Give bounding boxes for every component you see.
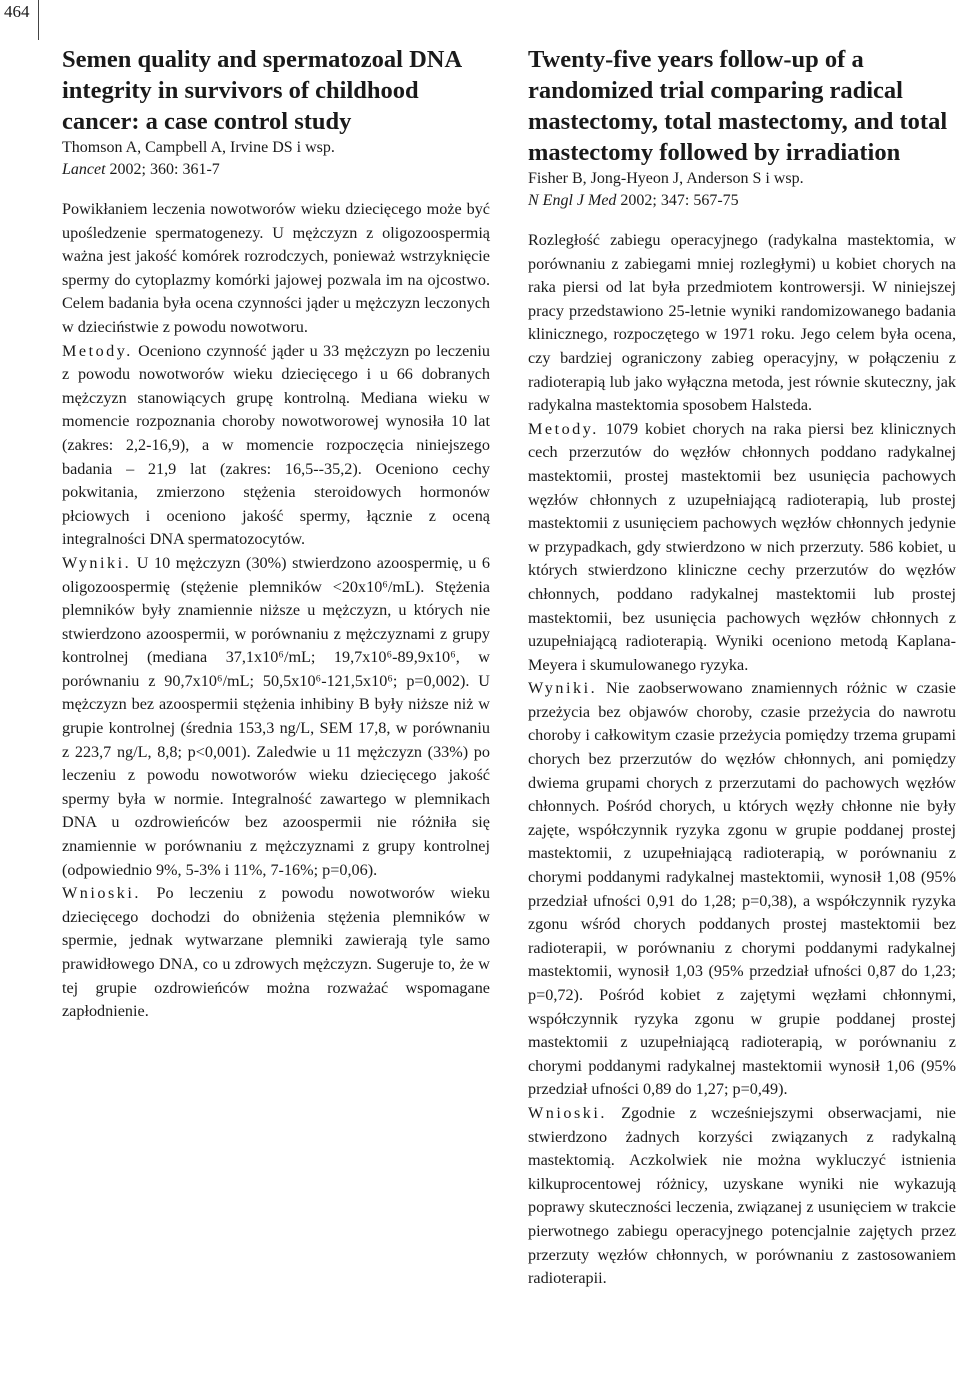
page-number: 464 bbox=[4, 2, 30, 21]
article-citation bbox=[528, 189, 956, 212]
margin-rule bbox=[38, 0, 39, 40]
methods-text: Oceniono czynność jąder u 33 mężczyzn po leczeniu z powodu nowotworów wieku dziecięcego i u 66 dobranych mężczyzn stanowiących grupę kontrolną. Mediana wieku w momencie rozpoznania choroby nowotworowej wynosiła 10 lat (zakres: 2,2-16,9), a w momencie rozpoczęcia niniejszego badania – 21,9 lat (zakres: 16,5--35,2). Oceniono cechy pokwitania, zmierzono stężenia steroidowych hormonów płciowych i oceniono jakość spermy, łącznie z oceną integralności DNA spermatozocytów. bbox=[62, 341, 490, 549]
journal-name: Lancet bbox=[62, 161, 106, 178]
article-right bbox=[528, 44, 956, 1291]
results-label: Wyniki. bbox=[528, 679, 598, 698]
conclusions-text: Po leczeniu z powodu nowotworów wieku dziecięcego dochodzi do obniżenia stężenia plemników w spermie, jednak wytwarzane plemniki zawierają tyle samo prawidłowego DNA, co u zdrowych mężczyzn. Sugeruje to, że w tej grupie ozdrowieńców można rozważać wspomagane zapłodnienie. bbox=[62, 884, 490, 1021]
results-text: U 10 mężczyzn (30%) stwierdzono azoospermię, u 6 oligozoospermię (stężenie plemników <20x10⁶/mL). Stężenia plemników były znamiennie niższe u mężczyzn, u których nie stwierdzono azoospermii, w porównaniu z mężczyznami z grupy kontrolnej (mediana 37,1x10⁶/mL; 19,7x10⁶-89,9x10⁶, w porównaniu z 90,7x10⁶/mL; 50,5x10⁶-121,5x10⁶; p=0,002). U mężczyzn bez azoospermii stężenia inhibiny B były niższe niż w grupie kontrolnej (średnia 153,3 ng/L, SEM 17,8, w porównaniu z 223,7 ng/L, 8,8; p<0,001). Zaledwie u 11 mężczyzn (33%) po leczeniu z powodu nowotworów wieku dziecięcego jakość spermy była w normie. Integralność zawartego w plemnikach DNA u ozdrowieńców bez azoospermii nie różniła się znamiennie w porównaniu z mężczyznami z grupy kontrolnej (odpowiednio 9%, 5-3% i 11%, 7-16%; p=0,06). bbox=[62, 553, 490, 879]
conclusions-label: Wnioski. bbox=[528, 1103, 607, 1122]
intro-text: Rozległość zabiegu operacyjnego (radykalna mastektomia, w porównaniu z zabiegami mniej rozległymi) u kobiet chorych na raka piersi od lat była przedmiotem kontrowersji. W niniejszej pracy przedstawiono 25-letnie wyniki randomizowanego badania klinicznego, rozpoczętego w 1971 roku. Jego celem była ocena, czy bardziej ograniczony zabieg operacyjny, w połączeniu z radioterapią lub jako wyłączna metoda, jest równie skuteczny, jak radykalna mastektomia sposobem Halsteda. bbox=[528, 231, 956, 415]
journal-ref: 2002; 347: 567-75 bbox=[616, 192, 739, 209]
results-label: Wyniki. bbox=[62, 553, 132, 572]
article-title: Semen quality and spermatozoal DNA integrity in survivors of childhood cancer: a case control study bbox=[62, 46, 461, 135]
abstract-methods bbox=[528, 418, 956, 678]
abstract-results bbox=[528, 677, 956, 1102]
abstract-conclusions bbox=[62, 882, 490, 1024]
abstract-conclusions bbox=[528, 1102, 956, 1291]
methods-label: Metody. bbox=[62, 341, 133, 360]
methods-label: Metody. bbox=[528, 419, 599, 438]
methods-text: 1079 kobiet chorych na raka piersi bez klinicznych cech przerzutów do węzłów chłonnych poddano radykalnej mastektomii, prostej mastektomii bez usunięcia pachowych węzłów chłonnych z uzupełniającą radioterapią, lub prostej mastektomii z usunięciem pachowych węzłów chłonnych jedynie w przypadkach, gdy stwierdzono w nich przerzuty. 586 kobiet, u których stwierdzono kliniczne cechy przerzutów do węzłów chłonnych, poddano radykalnej mastektomii lub prostej mastektomii, bez usunięcia pachowych węzłów chłonnych z uzupełniającą radioterapią. Wyniki oceniono metodą Kaplana-Meyera i skumulowanego ryzyka. bbox=[528, 419, 956, 674]
journal-ref: 2002; 360: 361-7 bbox=[105, 161, 220, 178]
article-title: Twenty-five years follow-up of a randomized trial comparing radical mastectomy, total mastectomy, and total mastectomy followed by irradiation bbox=[528, 46, 948, 166]
intro-text: Powikłaniem leczenia nowotworów wieku dziecięcego może być upośledzenie spermatogenezy. U mężczyzn z oligozoospermią ważna jest jakość komórek rozrodczych, ponieważ wstrzyknięcie spermy do cytoplazmy komórki jajowej pozwala im na ojcostwo. Celem badania była ocena czynności jąder u mężczyzn leczonych w dzieciństwie z powodu nowotworu. bbox=[62, 200, 490, 336]
article-authors: Fisher B, Jong-Hyeon J, Anderson S i wsp. bbox=[528, 170, 804, 187]
article-left bbox=[62, 44, 490, 1024]
abstract-intro bbox=[62, 198, 490, 340]
abstract-results bbox=[62, 552, 490, 882]
article-authors: Thomson A, Campbell A, Irvine DS i wsp. bbox=[62, 139, 335, 156]
journal-name: N Engl J Med bbox=[528, 192, 617, 209]
abstract-methods bbox=[62, 340, 490, 552]
results-text: Nie zaobserwowano znamiennych różnic w czasie przeżycia bez objawów choroby, czasie przeżycia do nawrotu choroby i całkowitym czasie przeżycia pomiędzy trzema grupami chorych bez przerzutów do węzłów chłonnych, ani pomiędzy dwiema grupami chorych z przerzutami do pachowych węzłów chłonnych. Pośród chorych, u których węzły chłonne nie były zajęte, współczynnik ryzyka zgonu w grupie poddanej prostej mastektomii, z uzupełniającą radioterapią, w porównaniu z chorymi poddanymi radykalnej mastektomii, wynosił 1,08 (95% przedział ufności 0,91 do 1,28; p=0,38), a współczynnik ryzyka zgonu wśród chorych poddanych prostej mastektomii bez radioterapii, w porównaniu z chorymi poddanymi radykalnej mastektomii, wynosił 1,03 (95% przedział ufności 0,87 do 1,23; p=0,72). Pośród kobiet z zajętymi węzłami chłonnymi, współczynnik ryzyka zgonu w grupie poddanej prostej mastektomii z uzupełniającą radioterapią, w porównaniu z chorymi poddanymi radykalnej mastektomii wynosił 1,06 (95% przedział ufności 0,89 do 1,27; p=0,49). bbox=[528, 679, 956, 1099]
article-citation bbox=[62, 158, 490, 181]
conclusions-label: Wnioski. bbox=[62, 884, 141, 903]
conclusions-text: Zgodnie z wcześniejszymi obserwacjami, nie stwierdzono żadnych korzyści związanych z radykalną mastektomią. Aczkolwiek nie można wykluczyć istnienia kilkuprocentowej różnicy, uzyskane wyniki nie wykazują poprawy skuteczności leczenia, związanej z usunięciem w trakcie pierwotnego zabiegu operacyjnego potencjalnie zajętych przez przerzuty węzłów chłonnych, w porównaniu z zastosowaniem radioterapii. bbox=[528, 1103, 956, 1288]
abstract-intro bbox=[528, 229, 956, 418]
